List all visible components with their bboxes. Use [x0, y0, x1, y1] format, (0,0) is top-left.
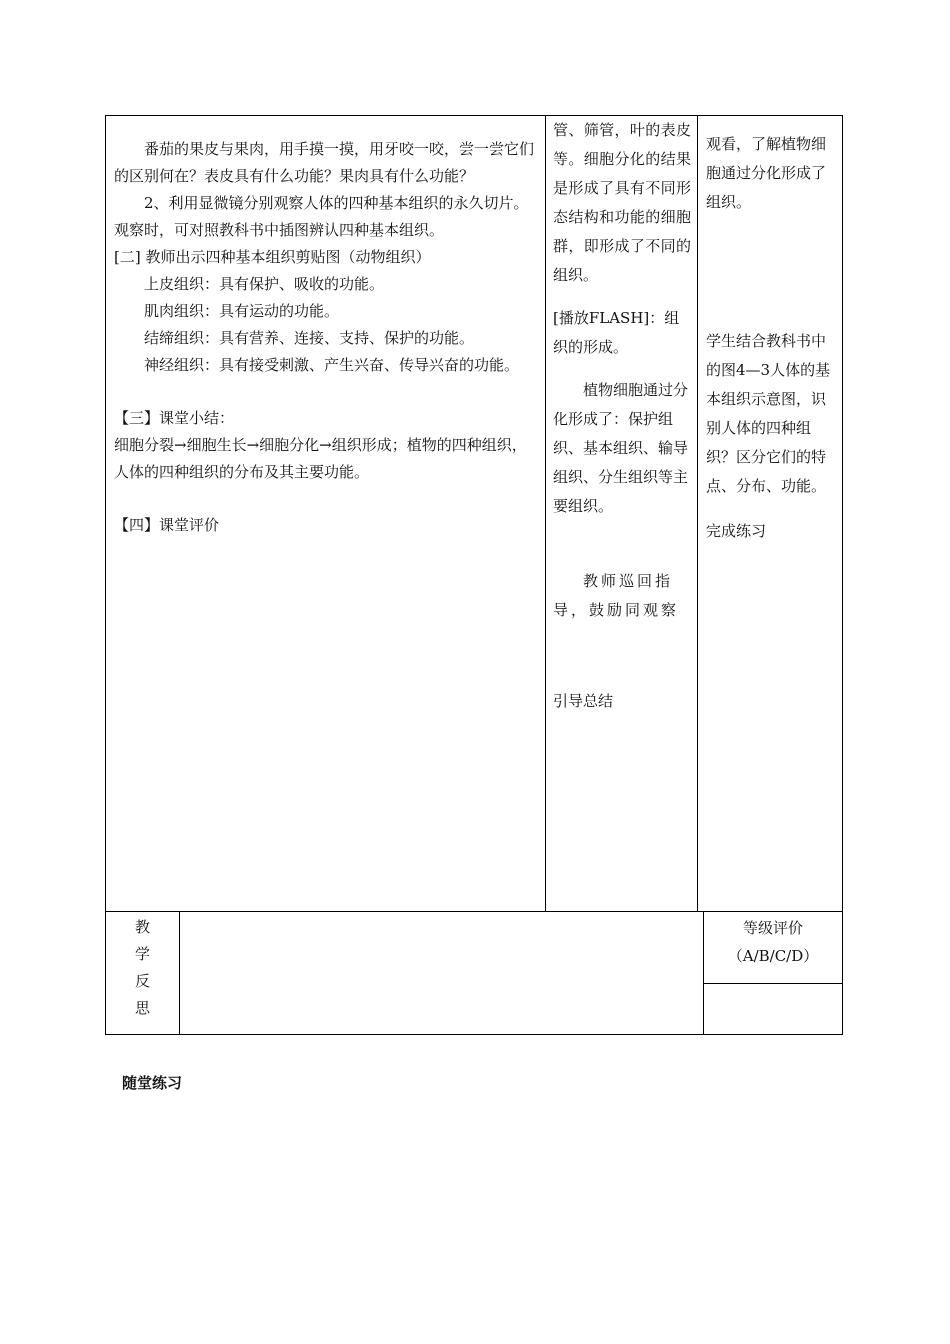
section-heading: [二] 教师出示四种基本组织剪贴图（动物组织）	[114, 248, 431, 266]
tissue-item: 神经组织：具有接受刺激、产生兴奋、传导兴奋的功能。	[144, 356, 520, 374]
section-heading: 【三】课堂小结：	[114, 409, 235, 427]
student-text: 完成练习	[706, 522, 767, 540]
section-heading: 【四】课堂评价	[114, 516, 220, 534]
label-char: 学	[134, 945, 150, 963]
teacher-text: 植物细胞通过分化形成了：保护组织、基本组织、输导组织、分生组织等主要组织。	[553, 381, 689, 515]
summary-text: 细胞分裂→细胞生长→细胞分化→组织形成；植物的四种组织，人体的四种组织的分布及其主要功能。	[114, 436, 527, 481]
label-char: 反	[134, 972, 150, 990]
column-divider	[697, 116, 698, 911]
reflection-body	[180, 912, 704, 1034]
tissue-item: 结缔组织：具有营养、连接、支持、保护的功能。	[144, 329, 475, 347]
label-char: 教	[134, 918, 150, 936]
tissue-item: 肌肉组织：具有运动的功能。	[144, 302, 340, 320]
content-paragraph: 番茄的果皮与果肉，用手摸一摸，用牙咬一咬，尝一尝它们的区别何在？表皮具有什么功能？果肉具有什么功能？	[114, 140, 535, 185]
grade-header	[704, 912, 842, 984]
teacher-text: 管、筛管，叶的表皮等。细胞分化的结果是形成了具有不同形态结构和功能的细胞群，即形成了不同的组织。	[553, 121, 691, 284]
tissue-item: 上皮组织：具有保护、吸收的功能。	[144, 275, 385, 293]
teaching-content-column	[114, 136, 540, 539]
grade-title: 等级评价	[742, 919, 803, 937]
teacher-activity-column	[553, 116, 691, 716]
reflection-table	[105, 911, 843, 1035]
practice-title: 随堂练习	[122, 1074, 183, 1092]
teacher-text: 教师巡回指导，鼓励同观察	[553, 572, 680, 619]
column-divider	[545, 116, 546, 911]
grade-options: （A/B/C/D）	[727, 947, 819, 965]
content-paragraph: 2、利用显微镜分别观察人体的四种基本组织的永久切片。观察时，可对照教科书中插图辨认四种基本组织。	[114, 194, 529, 239]
student-text: 学生结合教科书中的图4—3人体的基本组织示意图，识别人体的四种组织？区分它们的特点、分布、功能。	[706, 332, 831, 495]
student-activity-column	[706, 130, 836, 546]
teacher-text: [播放FLASH]：组织的形成。	[553, 309, 680, 356]
reflection-label	[106, 912, 180, 1034]
teacher-text: 引导总结	[553, 692, 614, 710]
label-char: 思	[134, 999, 150, 1017]
student-text: 观看，了解植物细胞通过分化形成了组织。	[706, 135, 827, 211]
lesson-table	[105, 115, 843, 912]
grade-value-cell	[704, 984, 842, 1034]
